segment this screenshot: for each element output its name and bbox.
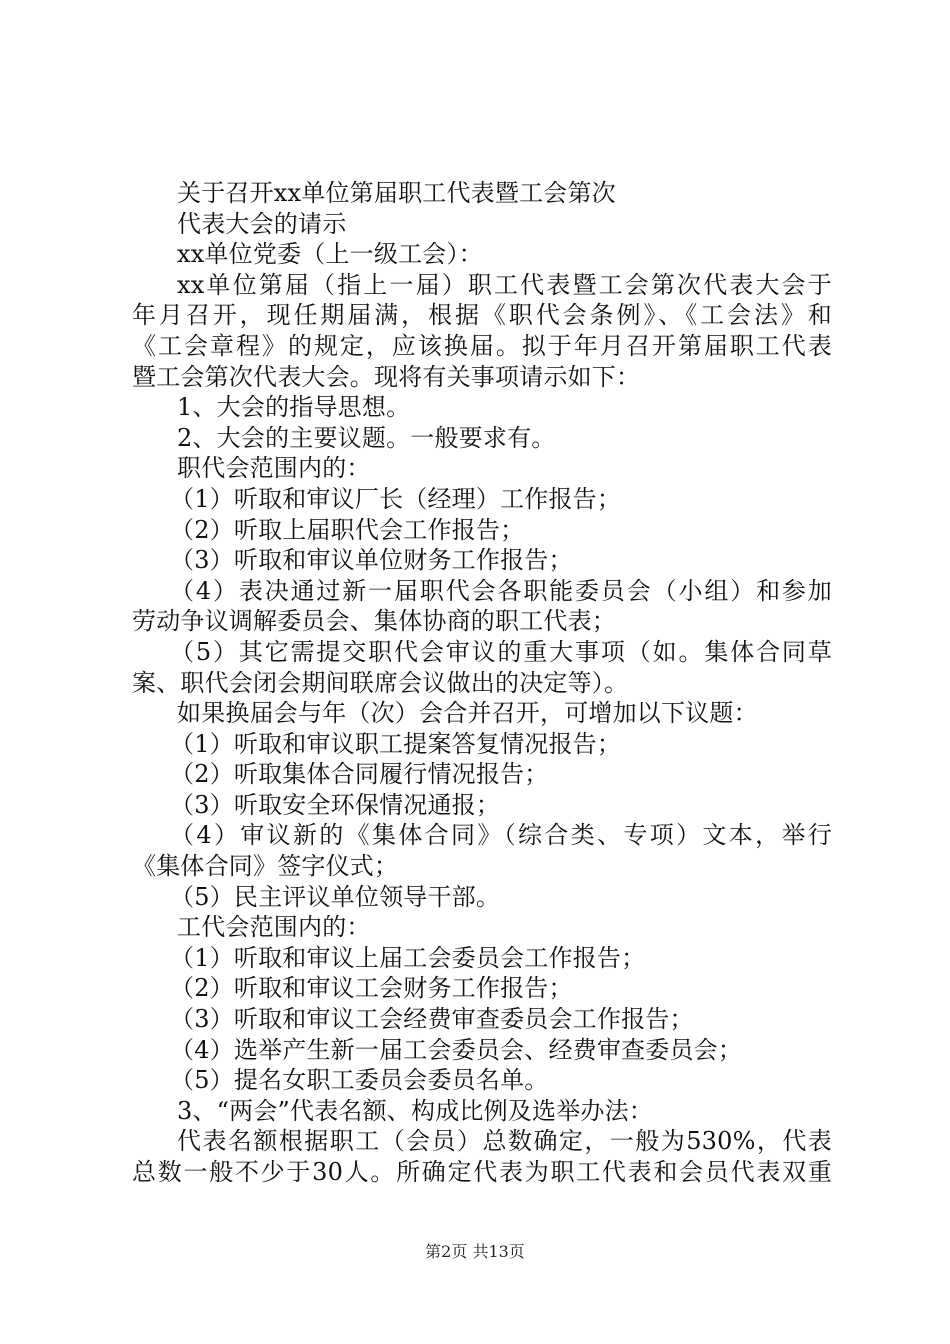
section-heading: 2、大会的主要议题。一般要求有。 [177,423,556,452]
list-item: （2）听取上届职代会工作报告； [170,515,525,544]
list-item: （4）审议新的《集体合同》（综合类、专项）文本，举行 [170,821,832,850]
paragraph-line: 暨工会第次代表大会。现将有关事项请示如下： [132,362,641,391]
list-item: （5）民主评议单位领导干部。 [170,882,501,911]
list-item: （2）听取集体合同履行情况报告； [170,760,549,789]
list-item-continuation: 案、职代会闭会期间联席会议做出的决定等）。 [132,668,629,697]
page-number-footer: 第2页 共13页 [425,1242,525,1261]
list-item: （1）听取和审议上届工会委员会工作报告； [170,943,646,972]
list-item-continuation: 劳动争议调解委员会、集体协商的职工代表； [132,607,616,636]
recipient-line: xx单位党委（上一级工会）： [177,240,483,269]
section-heading: 3、“两会”代表名额、构成比例及选举办法： [177,1096,654,1125]
list-item: （3）听取安全环保情况通报； [170,790,501,819]
subsection-heading: 工代会范围内的： [177,913,371,942]
list-item: （4）表决通过新一届职代会各职能委员会（小组）和参加 [170,576,832,605]
list-item: （5）其它需提交职代会审议的重大事项（如。集体合同草 [170,637,832,666]
paragraph-line: 年月召开，现任期届满，根据《职代会条例》、《工会法》和 [132,301,832,330]
list-item: （2）听取和审议工会财务工作报告； [170,974,573,1003]
title-line-1: 关于召开xx单位第届职工代表暨工会第次 [177,179,616,207]
paragraph-line: 如果换届会与年（次）会合并召开，可增加以下议题： [177,699,758,728]
paragraph-line: 总数一般不少于30人。所确定代表为职工代表和会员代表双重 [132,1158,832,1186]
subsection-heading: 职代会范围内的： [177,454,371,483]
section-heading: 1、大会的指导思想。 [177,393,411,422]
list-item-continuation: 《集体合同》签字仪式； [132,852,399,881]
list-item: （3）听取和审议工会经费审查委员会工作报告； [170,1005,694,1034]
list-item: （1）听取和审议厂长（经理）工作报告； [170,484,622,513]
list-item: （5）提名女职工委员会委员名单。 [170,1066,549,1095]
list-item: （3）听取和审议单位财务工作报告； [170,546,573,575]
title-line-2: 代表大会的请示 [177,209,347,238]
paragraph-line: 代表名额根据职工（会员）总数确定，一般为530%，代表 [177,1127,832,1156]
list-item: （4）选举产生新一届工会委员会、经费审查委员会； [170,1035,743,1064]
paragraph-line: xx单位第届（指上一届）职工代表暨工会第次代表大会于 [177,270,832,299]
paragraph-line: 《工会章程》的规定，应该换届。拟于年月召开第届职工代表 [132,331,832,360]
list-item: （1）听取和审议职工提案答复情况报告； [170,729,622,758]
document-body [132,178,832,1188]
